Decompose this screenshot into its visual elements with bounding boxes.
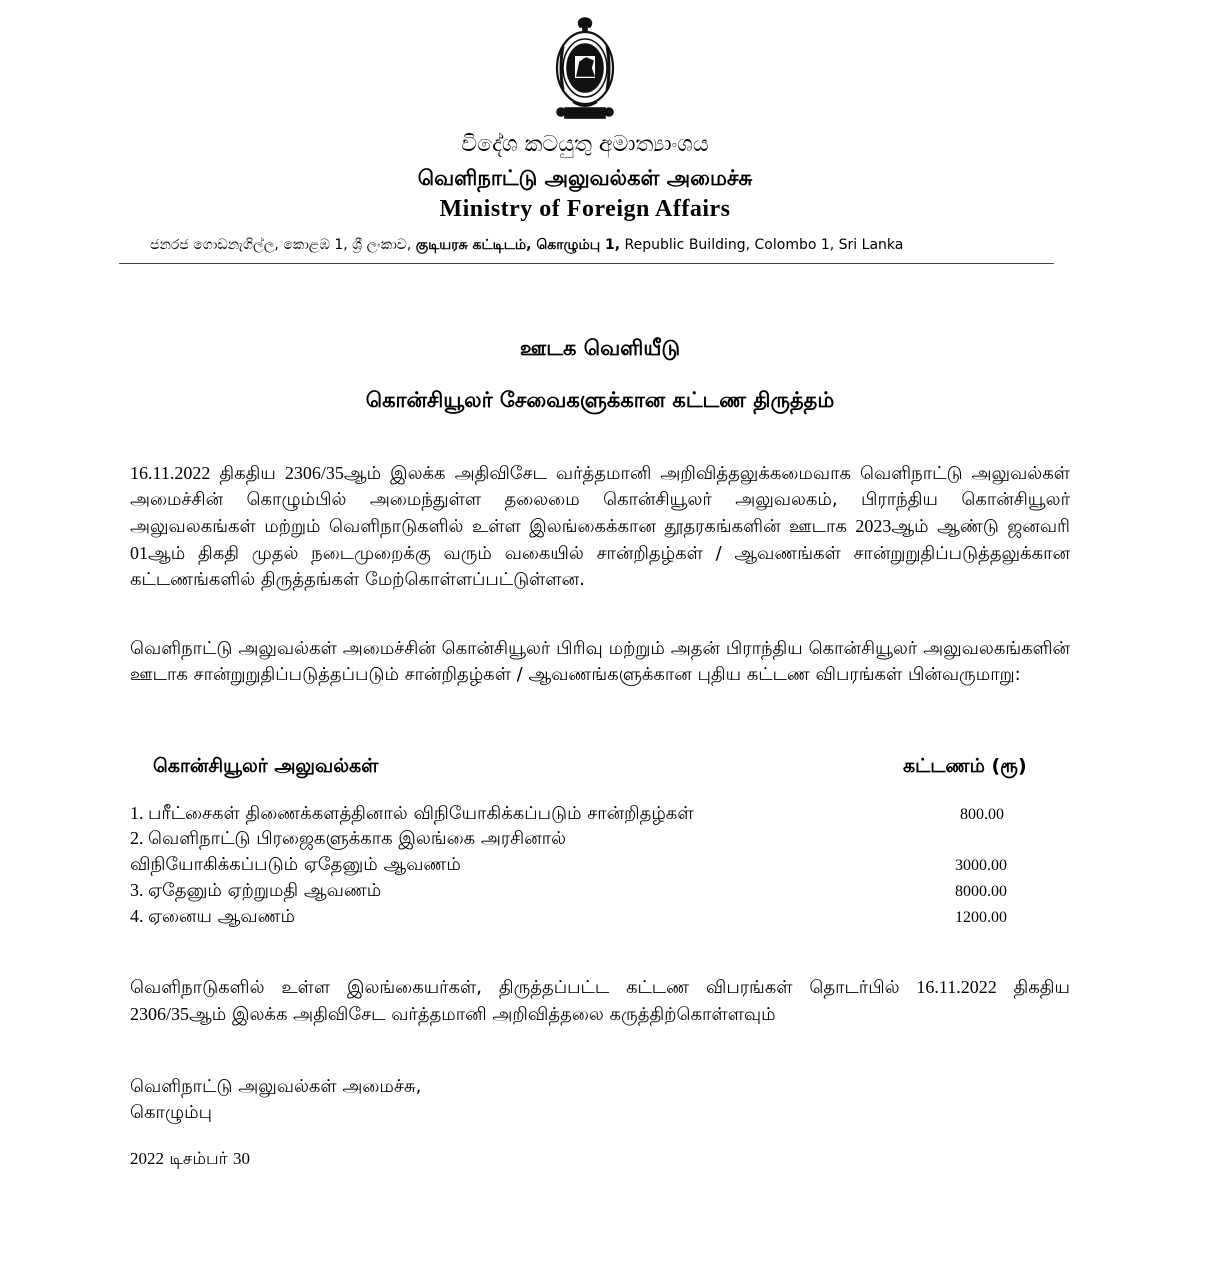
state-emblem-icon xyxy=(553,16,617,122)
address-sinhala: ජනරජ ගොඩනැගිල්ල, කොළඹ 1, ශ්‍රී ලංකාව, xyxy=(150,237,412,253)
fee-item-2 xyxy=(130,828,566,851)
item-label: ஏனைய ஆவணம் xyxy=(148,906,296,927)
date-month: டிசம்பர் xyxy=(164,1149,233,1169)
date-day: 30 xyxy=(232,1149,250,1168)
item-label: ஏதேனும் ஏற்றுமதி ஆவணம் xyxy=(148,880,382,901)
text-run: திகதிய xyxy=(210,463,285,484)
gazette-date: 16.11.2022 xyxy=(916,977,997,997)
item-number: 1. xyxy=(130,803,148,823)
fee-amount-1: 800.00 xyxy=(960,806,1004,823)
fee-amount-2: 3000.00 xyxy=(955,857,1007,874)
item-label: பரீட்சைகள் திணைக்களத்தினால் விநியோகிக்கப்படும் சான்றிதழ்கள் xyxy=(148,803,694,824)
date-year: 2022 xyxy=(130,1149,164,1168)
text-run: வெளிநாடுகளில் உள்ள இலங்கையர்கள், திருத்தப்பட்ட கட்டண விபரங்கள் தொடர்பில் xyxy=(130,977,917,998)
fee-amount-3: 8000.00 xyxy=(955,883,1007,900)
release-date xyxy=(130,1149,250,1171)
gazette-number: 2306/35 xyxy=(284,463,344,483)
effective-day: 01 xyxy=(130,543,148,563)
fee-amount-4: 1200.00 xyxy=(955,909,1007,926)
text-run: ஆம் ஆண்டு ஜனவரி xyxy=(891,516,1070,537)
item-number: 2. xyxy=(130,828,148,848)
address-tamil: குடியரசு கட்டிடம், கொழும்பு 1, xyxy=(415,237,621,253)
signoff-city: கொழும்பு xyxy=(130,1102,213,1123)
release-subject-heading: கொன்சியூலர் சேவைகளுக்கான கட்டண திருத்தம் xyxy=(365,388,835,412)
text-run: திகதிய xyxy=(996,977,1070,998)
text-run: ஆம் திகதி முதல் நடைமுறைக்கு வரும் வகையில் சான்றிதழ்கள் / ஆவணங்கள் சான்றுறுதிப்படுத்தலுக்கான கட்டணங்களில் திருத்தங்கள் மேற்கொள்ளப்பட்டுள்ளன. xyxy=(130,543,1070,590)
ministry-name-english: Ministry of Foreign Affairs xyxy=(439,196,731,222)
gazette-date: 16.11.2022 xyxy=(130,463,211,483)
column-header-consular-offices: கொன்சியூலர் அலுவல்கள் xyxy=(153,755,379,777)
item-number: 3. xyxy=(130,880,148,900)
text-run: ஆம் இலக்க அதிவிசேட வர்த்தமானி அறிவித்தலுக்கமைவாக வெளிநாட்டு அலுவல்கள் அமைச்சின் கொழும்பில் அமைந்துள்ள தலைமை கொன்சியூலர் அலுவலகம், பிராந்திய கொன்சியூலர் அலுவலகங்கள் மற்றும் வெளிநாடுகளில் உள்ள இலங்கைக்கான தூதரகங்களின் ஊடாக xyxy=(130,463,1071,537)
signoff-ministry: வெளிநாட்டு அலுவல்கள் அமைச்சு, xyxy=(130,1076,422,1097)
fee-item-1 xyxy=(130,803,694,826)
text-run: ஆம் இலக்க அதிவிசேட வர்த்தமானி அறிவித்தலை கருத்திற்கொள்ளவும் xyxy=(189,1004,776,1025)
fee-item-4 xyxy=(130,906,295,929)
paragraph-gazette-notice xyxy=(130,460,1070,593)
fee-item-3 xyxy=(130,880,381,903)
item-label: வெளிநாட்டு பிரஜைகளுக்காக இலங்கை அரசினால் xyxy=(148,828,567,849)
ministry-name-tamil: வெளிநாட்டு அலுவல்கள் அமைச்சு xyxy=(417,166,753,190)
item-number: 4. xyxy=(130,906,148,926)
ministry-name-sinhala: විදේශ කටයුතු අමාත්‍යාංශය xyxy=(461,132,709,157)
address-english: Republic Building, Colombo 1, Sri Lanka xyxy=(624,237,904,253)
press-release-heading: ஊடக வெளியீடு xyxy=(519,336,681,360)
fee-item-2-continued: விநியோகிக்கப்படும் ஏதேனும் ஆவணம் xyxy=(130,854,461,875)
effective-year: 2023 xyxy=(855,516,892,536)
gazette-number: 2306/35 xyxy=(130,1004,190,1024)
paragraph-fee-intro: வெளிநாட்டு அலுவல்கள் அமைச்சின் கொன்சியூலர் பிரிவு மற்றும் அதன் பிராந்திய கொன்சியூலர் அலுவலகங்களின் ஊடாக சான்றுறுதிப்படுத்தப்படும் சான்றிதழ்கள் / ஆவணங்களுக்கான புதிய கட்டண விபரங்கள் பின்வருமாறு: xyxy=(130,638,1070,685)
header-divider xyxy=(119,263,1054,264)
ministry-address xyxy=(150,237,903,255)
column-header-fee: கட்டணம் (ரூ) xyxy=(903,755,1027,777)
paragraph-closing-notice xyxy=(130,974,1070,1028)
signoff xyxy=(130,1074,421,1126)
